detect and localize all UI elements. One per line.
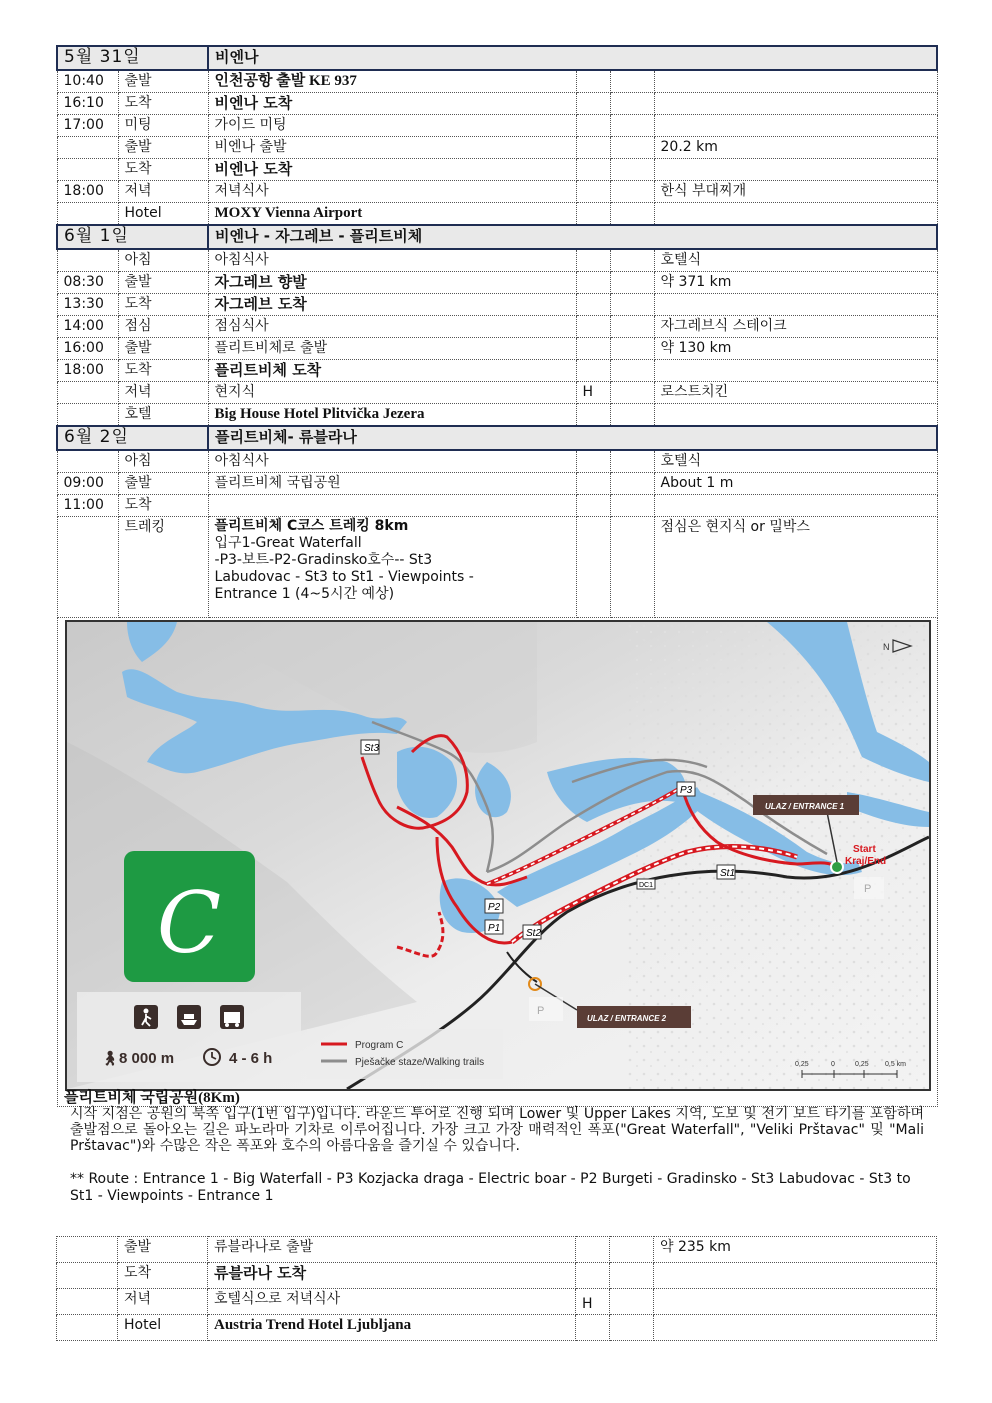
time: 10:40 xyxy=(57,70,118,93)
activity: 출발 xyxy=(118,1237,208,1263)
p1-label: P1 xyxy=(488,923,501,934)
activity: 도착 xyxy=(118,159,208,181)
time xyxy=(57,382,118,404)
activity: 출발 xyxy=(118,137,208,159)
meal-flag xyxy=(576,159,610,181)
activity: 미팅 xyxy=(118,115,208,137)
p2-label: P2 xyxy=(488,902,501,913)
p3-label: P3 xyxy=(680,785,693,796)
description: Austria Trend Hotel Ljubljana xyxy=(208,1315,576,1341)
legend-program: Program C xyxy=(355,1040,404,1051)
meal-flag xyxy=(576,93,610,115)
time: 11:00 xyxy=(57,495,118,517)
itinerary-row xyxy=(57,115,937,137)
meal-flag xyxy=(576,70,610,93)
itinerary-row xyxy=(57,249,937,272)
parking-icon: P xyxy=(537,1005,545,1017)
description: MOXY Vienna Airport xyxy=(208,203,576,226)
trek-line: -P3-보트-P2-Gradinsko호수-- St3 xyxy=(214,552,433,568)
note: 약 371 km xyxy=(654,272,937,294)
end-label: Kraj/End xyxy=(845,856,887,867)
meal-flag xyxy=(576,1237,610,1263)
trekking-row xyxy=(57,517,937,618)
meal-flag: H xyxy=(576,382,610,404)
park-route: ** Route : Entrance 1 - Big Waterfall - P3 Kozjacka draga - Electric boar - P2 Burgeti - Gradinsko - St3 Labudovac - St3 to St1 - Viewpoints - Entrance 1 xyxy=(70,1171,911,1204)
activity: 트레킹 xyxy=(118,517,208,618)
trek-line: Entrance 1 (4~5시간 예상) xyxy=(214,586,395,602)
note: 약 130 km xyxy=(654,338,937,360)
time: 16:10 xyxy=(57,93,118,115)
activity: 저녁 xyxy=(118,181,208,203)
time: 16:00 xyxy=(57,338,118,360)
itinerary-row xyxy=(57,473,937,495)
day-route: 플리트비체- 류블라나 xyxy=(208,426,937,450)
map-legend xyxy=(307,1029,503,1079)
note: 점심은 현지식 or 밀박스 xyxy=(654,517,937,618)
itinerary-row xyxy=(57,316,937,338)
note: 자그레브식 스테이크 xyxy=(654,316,937,338)
time xyxy=(57,450,118,473)
activity: 출발 xyxy=(118,338,208,360)
svg-text:0: 0 xyxy=(831,1061,835,1068)
meal-flag xyxy=(576,473,610,495)
meal-flag xyxy=(576,1263,610,1289)
meal-flag xyxy=(576,137,610,159)
note xyxy=(654,203,937,226)
park-description xyxy=(64,1090,924,1205)
time xyxy=(57,203,118,226)
activity: Hotel xyxy=(118,1315,208,1341)
note xyxy=(654,495,937,517)
itinerary-row xyxy=(57,181,937,203)
time: 18:00 xyxy=(57,360,118,382)
time xyxy=(57,249,118,272)
description: 점심식사 xyxy=(208,316,576,338)
itinerary-row xyxy=(57,159,937,181)
time: 14:00 xyxy=(57,316,118,338)
activity: 도착 xyxy=(118,294,208,316)
note xyxy=(654,404,937,427)
day-header-2 xyxy=(57,225,937,249)
description: 호텔식으로 저녁식사 xyxy=(208,1289,576,1315)
note xyxy=(654,115,937,137)
itinerary-row xyxy=(57,495,937,517)
north-label: N xyxy=(883,642,890,652)
description: 류블라나 도착 xyxy=(208,1263,576,1289)
time: 09:00 xyxy=(57,473,118,495)
meal-flag xyxy=(576,1315,610,1341)
trail-map-svg xyxy=(67,622,929,1089)
description: 자그레브 도착 xyxy=(208,294,576,316)
svg-text:0,25: 0,25 xyxy=(855,1061,869,1068)
activity: 도착 xyxy=(118,93,208,115)
meal-flag xyxy=(576,181,610,203)
description: 자그레브 향발 xyxy=(208,272,576,294)
itinerary-row xyxy=(57,93,937,115)
meal-flag xyxy=(576,272,610,294)
start-label: Start xyxy=(853,844,876,855)
activity: 점심 xyxy=(118,316,208,338)
itinerary-row xyxy=(57,1289,937,1315)
note xyxy=(654,1263,937,1289)
distance-value: 8 000 m xyxy=(119,1050,175,1067)
description: 아침식사 xyxy=(208,450,576,473)
activity: Hotel xyxy=(118,203,208,226)
time xyxy=(57,137,118,159)
duration-value: 4 - 6 h xyxy=(229,1050,273,1067)
trek-line: 입구1-Great Waterfall xyxy=(214,535,362,551)
hiker-icon: 🚶︎ xyxy=(101,1051,119,1067)
itinerary-row xyxy=(57,404,937,427)
start-marker xyxy=(831,861,843,873)
meal-flag xyxy=(576,360,610,382)
note xyxy=(654,1315,937,1341)
itinerary-row xyxy=(57,360,937,382)
meal-flag xyxy=(576,316,610,338)
time: 18:00 xyxy=(57,181,118,203)
note: 로스트치킨 xyxy=(654,382,937,404)
activity: 도착 xyxy=(118,360,208,382)
itinerary-row xyxy=(57,338,937,360)
entrance-2-label: ULAZ / ENTRANCE 2 xyxy=(587,1014,667,1023)
description: Big House Hotel Plitvička Jezera xyxy=(208,404,576,427)
itinerary-row xyxy=(57,1237,937,1263)
description: 인천공항 출발 KE 937 xyxy=(208,70,576,93)
description: 비엔나 출발 xyxy=(208,137,576,159)
itinerary-row xyxy=(57,450,937,473)
day-date: 6월 2일 xyxy=(57,426,208,450)
note xyxy=(654,360,937,382)
activity: 도착 xyxy=(118,495,208,517)
meal-flag xyxy=(576,203,610,226)
activity: 출발 xyxy=(118,70,208,93)
note xyxy=(654,70,937,93)
itinerary-row xyxy=(57,1263,937,1289)
description: 비엔나 도착 xyxy=(208,159,576,181)
itinerary-row xyxy=(57,272,937,294)
description: 가이드 미팅 xyxy=(208,115,576,137)
st3-label: St3 xyxy=(364,743,380,754)
itinerary-row xyxy=(57,137,937,159)
program-letter: C xyxy=(156,874,222,972)
note xyxy=(654,294,937,316)
note: 약 235 km xyxy=(654,1237,937,1263)
activity: 저녁 xyxy=(118,1289,208,1315)
note xyxy=(654,1289,937,1315)
meal-flag xyxy=(576,115,610,137)
trek-line: Labudovac - St3 to St1 - Viewpoints - xyxy=(214,569,474,585)
park-title: 플리트비체 국립공원(8Km) xyxy=(64,1090,240,1106)
meal-flag xyxy=(576,404,610,427)
description: 현지식 xyxy=(208,382,576,404)
road-label: DC1 xyxy=(639,882,654,889)
activity: 아침 xyxy=(118,450,208,473)
description: 아침식사 xyxy=(208,249,576,272)
day-route: 비엔나 - 자그레브 - 플리트비체 xyxy=(208,225,937,249)
note: 호텔식 xyxy=(654,450,937,473)
day-header-1 xyxy=(57,46,937,70)
st1-label: St1 xyxy=(720,868,736,879)
description: 저녁식사 xyxy=(208,181,576,203)
day-route: 비엔나 xyxy=(208,46,937,70)
note: 한식 부대찌개 xyxy=(654,181,937,203)
note xyxy=(654,159,937,181)
trek-description xyxy=(208,517,576,618)
meal-flag: H xyxy=(576,1289,610,1315)
activity: 출발 xyxy=(118,473,208,495)
entrance-1-label: ULAZ / ENTRANCE 1 xyxy=(765,802,845,811)
activity: 저녁 xyxy=(118,382,208,404)
meal-flag xyxy=(576,249,610,272)
activity: 호텔 xyxy=(118,404,208,427)
time: 13:30 xyxy=(57,294,118,316)
note: 20.2 km xyxy=(654,137,937,159)
park-text: 시작 지점은 공원의 북쪽 입구(1번 입구)입니다. 라운드 투어로 진행 되며 Lower 및 Upper Lakes 지역, 도보 및 전기 보트 타기를 포함하며 출발점으로 돌아오는 길은 파노라마 기차로 이루어집니다. 가장 크고 가장 매력적인 폭포("Great Waterfall", "Veliki Prštavac" 및 "Mali Prštavac")와 수많은 작은 폭포와 호수의 아름다움을 즐기실 수 있습니다. xyxy=(70,1106,924,1154)
itinerary-row xyxy=(57,70,937,93)
time xyxy=(57,404,118,427)
time: 17:00 xyxy=(57,115,118,137)
activity: 출발 xyxy=(118,272,208,294)
trek-title: 플리트비체 C코스 트레킹 8km xyxy=(214,518,409,534)
itinerary-row xyxy=(57,294,937,316)
day-header-3 xyxy=(57,426,937,450)
description: 류블라나로 출발 xyxy=(208,1237,576,1263)
day-date: 5월 31일 xyxy=(57,46,208,70)
svg-text:0,25: 0,25 xyxy=(795,1061,809,1068)
activity: 도착 xyxy=(118,1263,208,1289)
description: 플리트비체로 출발 xyxy=(208,338,576,360)
meal-flag xyxy=(576,294,610,316)
time: 08:30 xyxy=(57,272,118,294)
description: 플리트비체 도착 xyxy=(208,360,576,382)
time xyxy=(57,159,118,181)
legend-trails: Pješačke staze/Walking trails xyxy=(355,1057,485,1068)
day-date: 6월 1일 xyxy=(57,225,208,249)
description xyxy=(208,495,576,517)
itinerary-row xyxy=(57,203,937,226)
note: About 1 m xyxy=(654,473,937,495)
meal-flag xyxy=(576,450,610,473)
note: 호텔식 xyxy=(654,249,937,272)
itinerary-row xyxy=(57,382,937,404)
itinerary-table-continued xyxy=(56,1236,937,1341)
meal-flag xyxy=(576,338,610,360)
parking-icon: P xyxy=(864,883,872,895)
description: 비엔나 도착 xyxy=(208,93,576,115)
svg-text:0,5 km: 0,5 km xyxy=(885,1061,907,1068)
itinerary-row xyxy=(57,1315,937,1341)
st2-label: St2 xyxy=(526,928,542,939)
activity: 아침 xyxy=(118,249,208,272)
note xyxy=(654,93,937,115)
meal-flag xyxy=(576,495,610,517)
trail-map xyxy=(65,620,931,1091)
description: 플리트비체 국립공원 xyxy=(208,473,576,495)
